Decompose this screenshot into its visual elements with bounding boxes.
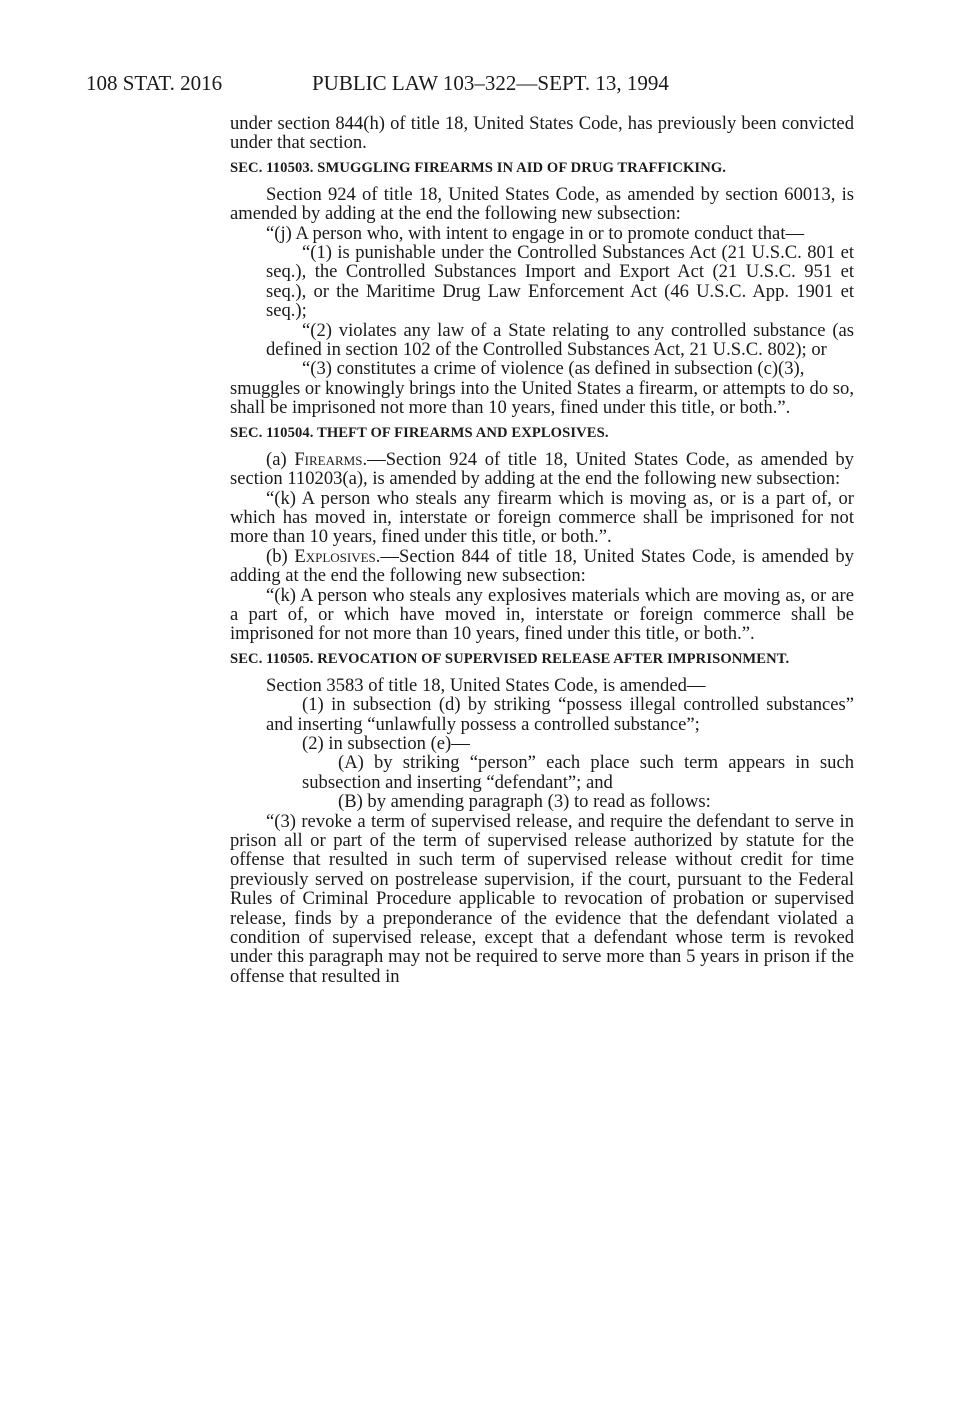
page-header bbox=[86, 66, 856, 100]
paragraph: “(1) is punishable under the Controlled Substances Act (21 U.S.C. 801 et seq.), the Controlled Substances Import and Export Act (21 U.S.C. 951 et seq.), or the Maritime Drug Law Enforcement Act (46 U.S.C. App. 1901 et seq.); bbox=[266, 242, 854, 322]
section-heading: SEC. 110504. THEFT OF FIREARMS AND EXPLOSIVES. bbox=[230, 424, 609, 441]
paragraph: “(k) A person who steals any explosives materials which are moving as, or are a part of, or which have moved in, interstate or foreign commerce shall be imprisoned for not more than 10 years, fined under this title, or both.”. bbox=[230, 584, 854, 645]
paragraph: Section 924 of title 18, United States Code, as amended by section 60013, is amended by adding at the end the following new subsection: bbox=[230, 183, 854, 225]
em-dash: — bbox=[380, 545, 400, 567]
statute-page-ref: 108 STAT. 2016 bbox=[86, 71, 223, 95]
paragraph: “(3) revoke a term of supervised release, and require the defendant to serve in prison all or part of the term of supervised release authorized by statute for the offense that resulted in such term of supervised release without credit for time previously served on postrelease supervision, if the court, pursuant to the Federal Rules of Criminal Procedure applicable to revocation of probation or supervised release, finds by a preponderance of the evidence that the defendant violated a condition of supervised release, except that a defendant whose term is revoked under this paragraph may not be required to serve more than 5 years in prison if the offense that resulted in bbox=[230, 810, 854, 987]
em-dash: — bbox=[367, 448, 386, 470]
subsection-b bbox=[230, 547, 854, 586]
paragraph: (1) in subsection (d) by striking “possess illegal controlled substances” and inserting “unlawfully possess a controlled substance”; bbox=[266, 694, 854, 735]
paragraph: “(2) violates any law of a State relating to any controlled substance (as defined in section 102 of the Controlled Substances Act, 21 U.S.C. 802); or bbox=[266, 319, 854, 361]
section-heading: SEC. 110505. REVOCATION OF SUPERVISED RELEASE AFTER IMPRISONMENT. bbox=[230, 650, 790, 667]
paragraph: smuggles or knowingly brings into the United States a firearm, or attempts to do so, shall be imprisoned not more than 10 years, fined under this title, or both.”. bbox=[230, 377, 854, 419]
paragraph: Section 3583 of title 18, United States Code, is amended— bbox=[266, 674, 706, 696]
paragraph: (A) by striking “person” each place such term appears in such subsection and inserting “defendant”; and bbox=[302, 752, 854, 793]
paragraph: “(j) A person who, with intent to engage in or to promote conduct that— bbox=[266, 222, 805, 244]
paragraph: “(k) A person who steals any firearm which is moving as, or is a part of, or which has moved in, interstate or foreign commerce shall be imprisoned for not more than 10 years, fined under this title, or both.”. bbox=[230, 487, 854, 548]
paragraph: (2) in subsection (e)— bbox=[302, 732, 470, 754]
subsection-a bbox=[230, 450, 854, 489]
subsection-b-number: (b) bbox=[266, 545, 295, 567]
public-law-title: PUBLIC LAW 103–322—SEPT. 13, 1994 bbox=[312, 71, 669, 95]
subsection-a-text: Section 924 of title 18, United States Code, as amended by section 110203(a), is amended by adding at the end the following new subsection: bbox=[230, 448, 854, 490]
subsection-b-text: Section 844 of title 18, United States Code, is amended by adding at the end the following new subsection: bbox=[230, 545, 854, 587]
document-body bbox=[230, 114, 854, 986]
section-heading: SEC. 110503. SMUGGLING FIREARMS IN AID OF DRUG TRAFFICKING. bbox=[230, 159, 727, 176]
paragraph: under section 844(h) of title 18, United States Code, has previously been convicted under that section. bbox=[230, 113, 854, 154]
paragraph: “(3) constitutes a crime of violence (as defined in subsection (c)(3), bbox=[302, 358, 805, 380]
subsection-a-heading: Firearms. bbox=[294, 448, 368, 470]
subsection-a-number: (a) bbox=[266, 448, 295, 470]
subsection-b-heading: Explosives. bbox=[294, 545, 381, 567]
paragraph: (B) by amending paragraph (3) to read as follows: bbox=[338, 791, 711, 813]
